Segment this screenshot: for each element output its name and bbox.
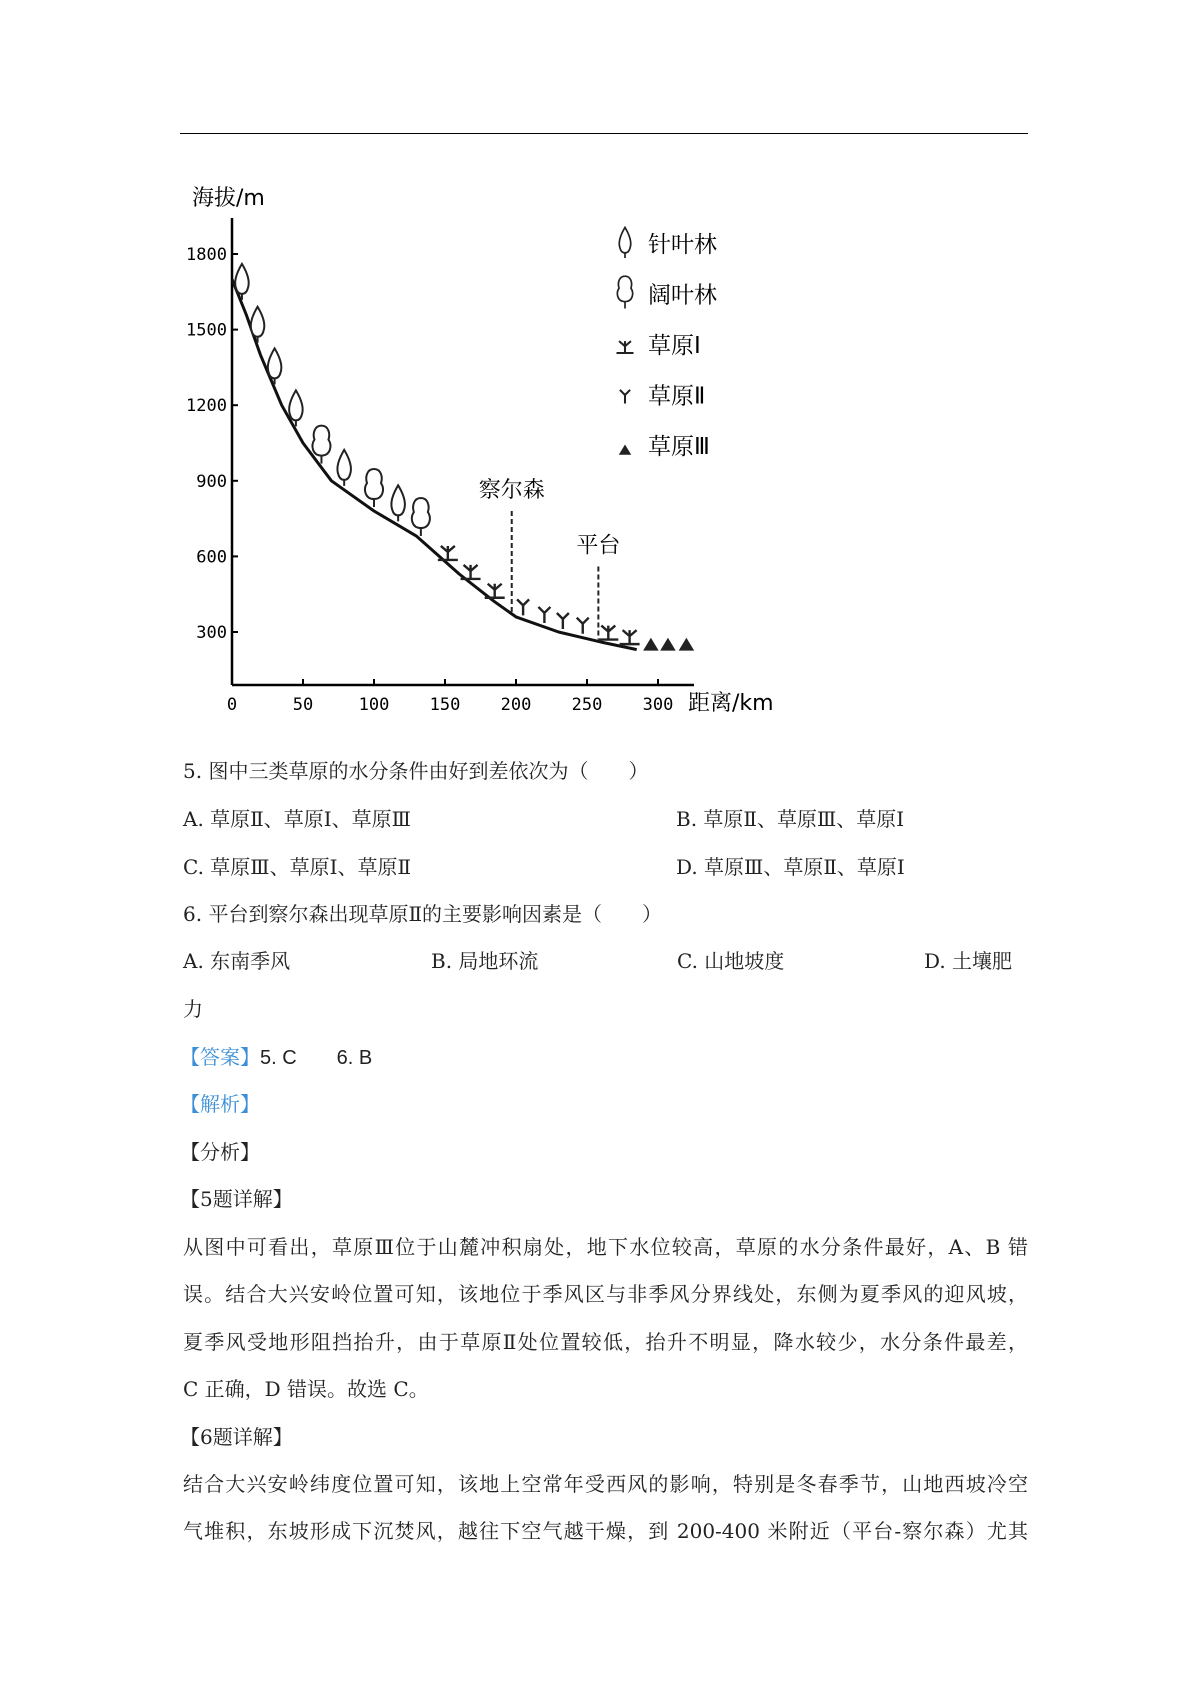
vegetation-grass1-icon	[598, 626, 618, 640]
x-tick-label: 150	[429, 695, 461, 715]
y-axis-label: 海拔/m	[192, 186, 265, 211]
y-tick-label: 1800	[186, 245, 227, 265]
y-tick-label: 900	[196, 471, 227, 492]
answer-line	[180, 1044, 372, 1071]
broadleaf-crown	[312, 426, 330, 456]
grass1-shape	[617, 341, 634, 353]
legend-grass1-icon	[617, 341, 634, 353]
vegetation-grass2-icon	[557, 613, 569, 629]
grass3-shape	[645, 640, 657, 650]
grass3-shape	[680, 640, 692, 650]
grass2-shape	[517, 599, 529, 615]
vegetation-grass2-icon	[538, 607, 550, 623]
grass2-shape	[620, 390, 630, 404]
y-tick-label: 600	[196, 547, 227, 568]
detail6-line: 结合大兴安岭纬度位置可知，该地上空常年受西风的影响，特别是冬春季节，山地西坡冷空	[183, 1472, 1028, 1496]
broadleaf-crown	[617, 276, 632, 302]
vegetation-conifer-icon	[337, 450, 351, 486]
annotation-label: 察尔森	[478, 478, 545, 504]
analysis-label: 【解析】	[180, 1092, 260, 1116]
legend-grass2-icon	[620, 390, 630, 404]
grass2-shape	[538, 607, 550, 623]
x-axis-label: 距离/km	[688, 691, 774, 716]
annotation-label: 平台	[576, 533, 621, 559]
conifer-crown	[251, 307, 265, 337]
legend-label: 草原Ⅰ	[648, 333, 701, 359]
detail6-line: 气堆积，东坡形成下沉焚风，越往下空气越干燥，到 200-400 米附近（平台-察尔森）尤其	[183, 1519, 1028, 1543]
vegetation-conifer-icon	[391, 485, 405, 521]
legend-label: 草原Ⅲ	[648, 434, 710, 460]
q5-stem: 5. 图中三类草原的水分条件由好到差依次为（ ）	[183, 759, 649, 783]
y-tick-label: 1200	[186, 396, 227, 417]
detail6-label: 【6题详解】	[180, 1425, 293, 1449]
y-tick-label: 300	[196, 623, 227, 643]
legend-label: 阔叶林	[648, 282, 717, 309]
legend-conifer-icon	[619, 227, 630, 258]
grass1-shape	[620, 630, 640, 644]
x-tick-label: 250	[571, 695, 603, 715]
broadleaf-crown	[365, 469, 383, 499]
vegetation-grass3-icon	[680, 640, 692, 650]
answer-text: 5. C 6. B	[260, 1047, 373, 1069]
grass1-shape	[598, 626, 618, 640]
q6-option-a: A. 东南季风	[183, 949, 291, 973]
conifer-crown	[289, 390, 303, 420]
detail5-line: 从图中可看出，草原Ⅲ位于山麓冲积扇处，地下水位较高，草原的水分条件最好，A、B 错	[183, 1235, 1028, 1259]
vegetation-grass2-icon	[577, 618, 589, 634]
vegetation-markers	[235, 264, 692, 650]
q6-option-d: D. 土壤肥	[924, 949, 1013, 973]
vegetation-grass1-icon	[620, 630, 640, 644]
terrain-profile	[232, 279, 637, 649]
x-tick-label: 200	[500, 695, 532, 715]
legend-label: 针叶林	[648, 232, 717, 258]
annotations	[479, 478, 621, 639]
q5-option-b: B. 草原Ⅱ、草原Ⅲ、草原Ⅰ	[676, 807, 905, 831]
vegetation-grass3-icon	[645, 640, 657, 650]
fenxi-label: 【分析】	[180, 1140, 260, 1164]
x-tick-label: 0	[226, 695, 238, 715]
elevation-profile-chart	[0, 0, 1200, 720]
conifer-crown	[268, 348, 282, 378]
q5-option-a: A. 草原Ⅱ、草原Ⅰ、草原Ⅲ	[183, 807, 411, 831]
grass2-shape	[557, 613, 569, 629]
legend	[617, 227, 718, 460]
y-tick-label: 1500	[186, 320, 227, 341]
q6-stem: 6. 平台到察尔森出现草原Ⅱ的主要影响因素是（ ）	[183, 902, 663, 926]
q6-option-c: C. 山地坡度	[677, 949, 785, 973]
conifer-crown	[337, 450, 351, 480]
legend-label: 草原Ⅱ	[648, 383, 706, 410]
grass3-shape	[662, 640, 674, 650]
x-tick-label: 50	[292, 695, 314, 715]
q6-option-d-wrap: 力	[183, 997, 203, 1021]
detail5-line: C 正确，D 错误。故选 C。	[183, 1377, 429, 1401]
q6-option-b: B. 局地环流	[431, 949, 539, 973]
x-tick-label: 300	[642, 695, 674, 715]
vegetation-grass2-icon	[517, 599, 529, 615]
vegetation-broadleaf-icon	[412, 498, 430, 536]
x-tick-label: 100	[358, 695, 390, 715]
grass3-shape	[620, 446, 630, 454]
legend-broadleaf-icon	[617, 276, 632, 308]
grass2-shape	[577, 618, 589, 634]
q5-option-d: D. 草原Ⅲ、草原Ⅱ、草原Ⅰ	[676, 855, 905, 879]
detail5-label: 【5题详解】	[180, 1187, 293, 1211]
detail5-line: 夏季风受地形阻挡抬升，由于草原Ⅱ处位置较低，抬升不明显，降水较少，水分条件最差，	[183, 1330, 1028, 1354]
q5-option-c: C. 草原Ⅲ、草原Ⅰ、草原Ⅱ	[183, 855, 412, 879]
answer-label: 【答案】	[180, 1045, 260, 1069]
legend-grass3-icon	[620, 446, 630, 454]
vegetation-broadleaf-icon	[365, 469, 383, 507]
vegetation-grass3-icon	[662, 640, 674, 650]
terrain-line	[232, 279, 637, 649]
conifer-crown	[619, 227, 630, 253]
conifer-crown	[235, 264, 249, 294]
detail5-line: 误。结合大兴安岭位置可知，该地位于季风区与非季风分界线处，东侧为夏季风的迎风坡，	[183, 1282, 1028, 1306]
broadleaf-crown	[412, 498, 430, 528]
conifer-crown	[391, 485, 405, 515]
